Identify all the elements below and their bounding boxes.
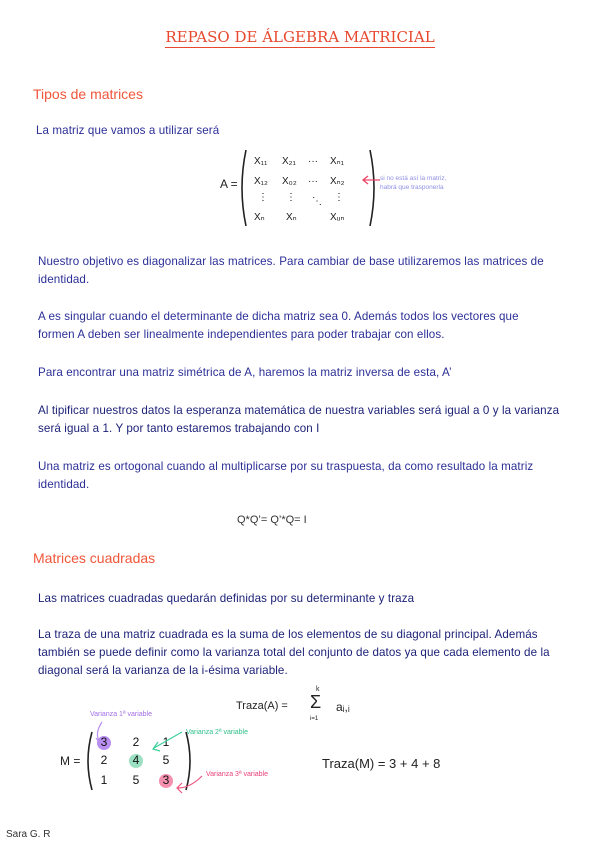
matrix-a-cell: Xₙ: [254, 212, 265, 223]
arrow-pink-icon: [177, 776, 202, 793]
traza-m-result: Traza(M) = 3 + 4 + 8: [322, 756, 441, 771]
paragraph-tipificar: Al tipificar nuestros datos la esperanza matemática de nuestra variables será igual a 0 y la varianza será igual a 1. Y por tanto estaremos trabajando con I: [38, 404, 560, 435]
matrix-m-cell: 4: [132, 753, 140, 767]
annotation-varianza-1: Varianza 1ª variable: [90, 711, 152, 718]
paragraph-traza-definicion: La traza de una matriz cuadrada es la suma de los elementos de su diagonal principal. Además también se puede definir como la varianza total del conjunto de datos ya que cada elemento de la diagonal será la varianza de la i-ésima variable.: [38, 628, 550, 677]
paragraph-singular: A es singular cuando el determinante de dicha matriz sea 0. Además todos los vectores que formen A deben ser linealmente independientes para poder trabajar con ellos.: [38, 310, 519, 341]
arrow-purple-icon: [96, 722, 105, 743]
paragraph-ortogonal: Una matriz es ortogonal cuando al multiplicarse por su traspuesta, da como resultado la matriz identidad.: [38, 460, 534, 491]
matrix-a-cell: X₂₁: [282, 156, 296, 167]
matrix-a-cell: ⋮: [286, 192, 296, 203]
matrix-a-note: si no está así la matriz, habrá que trasponerla: [380, 175, 447, 191]
matrix-a-cell: Xₙ₁: [330, 156, 345, 167]
matrix-a-cell: ⋱: [312, 196, 322, 207]
matrix-m-cell: 1: [100, 773, 108, 787]
paragraph-objetivo: Nuestro objetivo es diagonalizar las matrices. Para cambiar de base utilizaremos las matrices de identidad.: [38, 255, 544, 286]
matrix-a-cell: Xₙ: [286, 212, 297, 223]
paragraph-determinante-traza: Las matrices cuadradas quedarán definidas por su determinante y traza: [38, 592, 415, 605]
matrix-a-label: A =: [220, 177, 238, 191]
matrix-m-cell: 2: [100, 753, 108, 767]
section-heading-tipos: Tipos de matrices: [33, 86, 143, 102]
note-arrow-icon: [360, 174, 382, 186]
orthogonal-formula: Q*Q’= Q’*Q= I: [237, 514, 307, 526]
matrix-a-cell: X₀₂: [282, 176, 297, 187]
matrix-a-cell: X₁₁: [254, 156, 268, 167]
matrix-m-cell: 5: [132, 773, 140, 787]
page-title-text: REPASO DE ÁLGEBRA MATRICIAL: [165, 28, 435, 46]
matrix-m-cell: 2: [132, 735, 140, 749]
traza-sum-top: k: [316, 686, 320, 693]
matrix-m-cell: 1: [162, 735, 170, 749]
matrix-a-cell: ···: [308, 156, 318, 167]
page-title: [0, 28, 600, 46]
author-signature: Sara G. R: [6, 829, 51, 840]
matrix-a-cell: ⋮: [334, 192, 344, 203]
matrix-a-cell: X₁₂: [254, 176, 268, 187]
matrix-m-cell: 3: [100, 735, 108, 749]
matrix-m-cell: 5: [162, 753, 170, 767]
matrix-m-label: M =: [60, 754, 81, 768]
paragraph-simetrica: Para encontrar una matriz simétrica de A, haremos la matriz inversa de esta, A’: [38, 366, 452, 379]
traza-lhs: Traza(A) =: [236, 700, 288, 712]
traza-term: aᵢ,ᵢ: [336, 700, 350, 714]
matrix-a-cell: ···: [308, 176, 318, 187]
sum-icon: Σ: [310, 692, 322, 712]
section-heading-cuadradas: Matrices cuadradas: [33, 550, 156, 566]
matrix-a: [220, 146, 380, 230]
matrix-a-cell: Xᵤₙ: [330, 212, 345, 223]
arrow-teal-icon: [153, 732, 182, 751]
matrix-a-cell: Xₙ₂: [330, 176, 345, 187]
paragraph-matriz-intro: La matriz que vamos a utilizar será: [36, 124, 220, 137]
annotation-varianza-3: Varianza 3ª variable: [206, 771, 268, 778]
matrix-a-cell: ⋮: [258, 192, 268, 203]
traza-sum-bottom: i=1: [310, 716, 319, 722]
annotation-varianza-2: Varianza 2ª variable: [186, 729, 248, 736]
matrix-m-cell: 3: [162, 773, 170, 787]
